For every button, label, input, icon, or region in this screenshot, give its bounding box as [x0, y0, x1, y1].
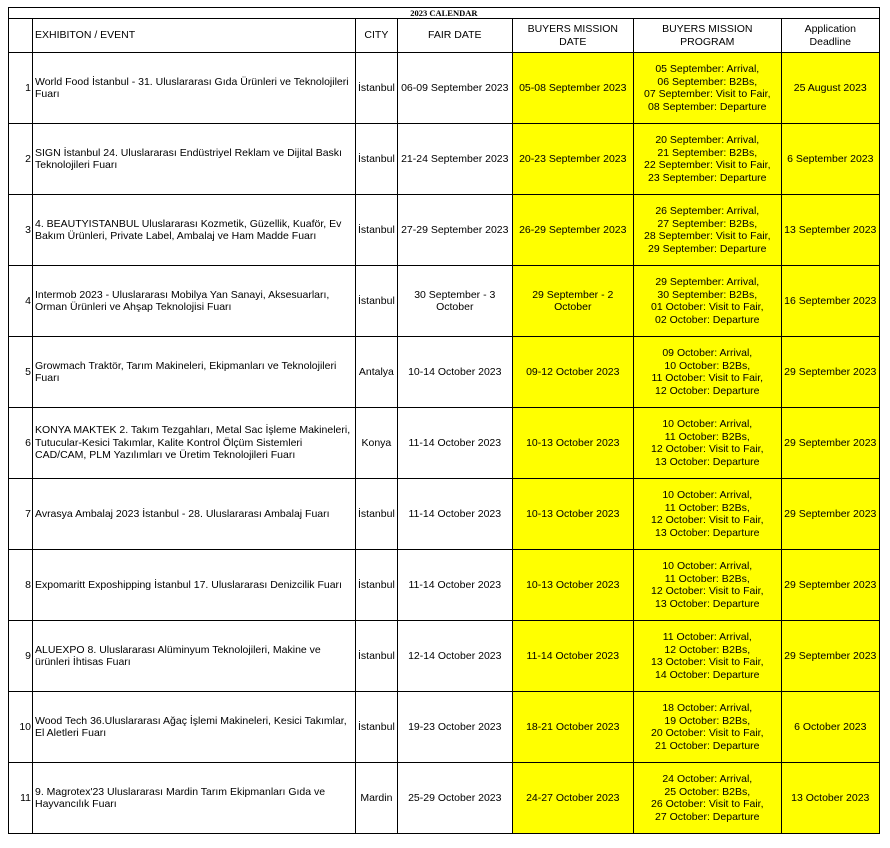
mission-date: 10-13 October 2023: [512, 550, 633, 621]
header-row: [9, 19, 880, 53]
program-line: 10 October: B2Bs,: [664, 359, 751, 372]
mission-program: [633, 763, 781, 834]
program-line: 12 October: Departure: [655, 384, 760, 397]
table-row: [9, 550, 880, 621]
event-name: Growmach Traktör, Tarım Makineleri, Ekipmanları ve Teknolojileri Fuarı: [33, 337, 356, 408]
program-line: 10 October: Arrival,: [662, 418, 753, 430]
program-line: 27 September: B2Bs,: [657, 217, 758, 230]
program-line: 13 October: Departure: [655, 597, 760, 610]
application-deadline: 29 September 2023: [781, 337, 879, 408]
program-line: 12 October: Visit to Fair,: [651, 443, 764, 455]
program-line: 11 October: B2Bs,: [664, 572, 750, 585]
event-name: KONYA MAKTEK 2. Takım Tezgahları, Metal Sac İşleme Makineleri, Tutucular-Kesici Takımlar, Kalite Kontrol Ölçüm Sistemleri CAD/CAM, PLM Yazılımları ve Üretim Teknolojileri Fuarı: [33, 408, 356, 479]
header-number: [9, 19, 33, 53]
row-number: 5: [9, 337, 33, 408]
table-row: [9, 763, 880, 834]
fair-date: 12-14 October 2023: [397, 621, 512, 692]
city: İstanbul: [356, 124, 398, 195]
row-number: 6: [9, 408, 33, 479]
row-number: 2: [9, 124, 33, 195]
program-line: 13 October: Departure: [655, 526, 760, 539]
program-line: 11 October: Visit to Fair,: [651, 372, 764, 384]
program-line: 28 September: Visit to Fair,: [644, 230, 771, 242]
program-line: 12 October: B2Bs,: [664, 643, 751, 656]
header-deadline: Application Deadline: [781, 19, 879, 53]
mission-program: [633, 408, 781, 479]
fair-date: 27-29 September 2023: [397, 195, 512, 266]
application-deadline: 25 August 2023: [781, 53, 879, 124]
city: İstanbul: [356, 479, 398, 550]
mission-program: [633, 550, 781, 621]
fair-date: 30 September - 3 October: [397, 266, 512, 337]
mission-program: [633, 266, 781, 337]
fair-date: 19-23 October 2023: [397, 692, 512, 763]
program-line: 21 September: B2Bs,: [657, 146, 758, 159]
city: Antalya: [356, 337, 398, 408]
program-line: 12 October: Visit to Fair,: [651, 585, 764, 597]
row-number: 11: [9, 763, 33, 834]
mission-program: [633, 692, 781, 763]
fair-date: 21-24 September 2023: [397, 124, 512, 195]
program-line: 13 October: Departure: [655, 455, 760, 468]
program-line: 23 September: Departure: [648, 171, 767, 184]
program-line: 10 October: Arrival,: [662, 489, 753, 501]
city: İstanbul: [356, 53, 398, 124]
header-event: EXHIBITON / EVENT: [33, 19, 356, 53]
application-deadline: 6 September 2023: [781, 124, 879, 195]
program-line: 25 October: B2Bs,: [664, 785, 751, 798]
application-deadline: 29 September 2023: [781, 550, 879, 621]
event-name: 4. BEAUTYISTANBUL Uluslararası Kozmetik, Güzellik, Kuaför, Ev Bakım Ürünleri, Private Label, Ambalaj ve Ham Madde Fuarı: [33, 195, 356, 266]
city: İstanbul: [356, 550, 398, 621]
fair-date: 06-09 September 2023: [397, 53, 512, 124]
row-number: 10: [9, 692, 33, 763]
row-number: 1: [9, 53, 33, 124]
mission-program: [633, 124, 781, 195]
program-line: 10 October: Arrival,: [662, 560, 753, 572]
mission-date: 20-23 September 2023: [512, 124, 633, 195]
event-name: Avrasya Ambalaj 2023 İstanbul - 28. Uluslararası Ambalaj Fuarı: [33, 479, 356, 550]
mission-program: [633, 195, 781, 266]
mission-program: [633, 53, 781, 124]
fair-date: 11-14 October 2023: [397, 408, 512, 479]
mission-date: 29 September - 2 October: [512, 266, 633, 337]
application-deadline: 6 October 2023: [781, 692, 879, 763]
program-line: 26 September: Arrival,: [655, 205, 760, 217]
application-deadline: 29 September 2023: [781, 408, 879, 479]
fair-date: 10-14 October 2023: [397, 337, 512, 408]
program-line: 11 October: Arrival,: [662, 631, 752, 643]
header-mission-program: BUYERS MISSION PROGRAM: [633, 19, 781, 53]
table-row: [9, 266, 880, 337]
program-line: 21 October: Departure: [655, 739, 760, 752]
application-deadline: 16 September 2023: [781, 266, 879, 337]
program-line: 24 October: Arrival,: [662, 773, 753, 785]
program-line: 29 September: Departure: [648, 242, 767, 255]
event-name: SIGN İstanbul 24. Uluslararası Endüstriyel Reklam ve Dijital Baskı Teknolojileri Fuarı: [33, 124, 356, 195]
table-row: [9, 53, 880, 124]
event-name: 9. Magrotex'23 Uluslararası Mardin Tarım Ekipmanları Gıda ve Hayvancılık Fuarı: [33, 763, 356, 834]
city: İstanbul: [356, 195, 398, 266]
mission-date: 18-21 October 2023: [512, 692, 633, 763]
program-line: 29 September: Arrival,: [655, 276, 760, 288]
calendar-sheet: [8, 7, 880, 834]
mission-date: 26-29 September 2023: [512, 195, 633, 266]
mission-date: 10-13 October 2023: [512, 479, 633, 550]
row-number: 4: [9, 266, 33, 337]
calendar-table: [8, 7, 880, 834]
table-row: [9, 621, 880, 692]
fair-date: 11-14 October 2023: [397, 479, 512, 550]
program-line: 20 October: Visit to Fair,: [651, 727, 764, 739]
fair-date: 25-29 October 2023: [397, 763, 512, 834]
program-line: 06 September: B2Bs,: [657, 75, 758, 88]
fair-date: 11-14 October 2023: [397, 550, 512, 621]
city: İstanbul: [356, 621, 398, 692]
program-line: 14 October: Departure: [655, 668, 760, 681]
row-number: 3: [9, 195, 33, 266]
event-name: World Food İstanbul - 31. Uluslararası Gıda Ürünleri ve Teknolojileri Fuarı: [33, 53, 356, 124]
program-line: 12 October: Visit to Fair,: [651, 514, 764, 526]
program-line: 19 October: B2Bs,: [664, 714, 751, 727]
event-name: Intermob 2023 - Uluslararası Mobilya Yan Sanayi, Aksesuarları, Orman Ürünleri ve Ahşap Teknolojisi Fuarı: [33, 266, 356, 337]
application-deadline: 13 September 2023: [781, 195, 879, 266]
program-line: 11 October: B2Bs,: [664, 430, 750, 443]
table-row: [9, 124, 880, 195]
row-number: 8: [9, 550, 33, 621]
program-line: 26 October: Visit to Fair,: [651, 798, 764, 810]
program-line: 01 October: Visit to Fair,: [651, 301, 764, 313]
city: İstanbul: [356, 692, 398, 763]
city: İstanbul: [356, 266, 398, 337]
header-fair-date: FAIR DATE: [397, 19, 512, 53]
event-name: ALUEXPO 8. Uluslararası Alüminyum Teknolojileri, Makine ve ürünleri İhtisas Fuarı: [33, 621, 356, 692]
mission-program: [633, 479, 781, 550]
program-line: 20 September: Arrival,: [655, 134, 760, 146]
table-row: [9, 408, 880, 479]
program-line: 02 October: Departure: [655, 313, 760, 326]
mission-program: [633, 337, 781, 408]
program-line: 07 September: Visit to Fair,: [644, 88, 771, 100]
row-number: 9: [9, 621, 33, 692]
program-line: 11 October: B2Bs,: [664, 501, 750, 514]
application-deadline: 13 October 2023: [781, 763, 879, 834]
mission-date: 24-27 October 2023: [512, 763, 633, 834]
event-name: Wood Tech 36.Uluslararası Ağaç İşlemi Makineleri, Kesici Takımlar, El Aletleri Fuarı: [33, 692, 356, 763]
header-city: CITY: [356, 19, 398, 53]
mission-date: 09-12 October 2023: [512, 337, 633, 408]
mission-date: 11-14 October 2023: [512, 621, 633, 692]
program-line: 22 September: Visit to Fair,: [644, 159, 771, 171]
application-deadline: 29 September 2023: [781, 479, 879, 550]
program-line: 27 October: Departure: [655, 810, 760, 823]
mission-date: 10-13 October 2023: [512, 408, 633, 479]
row-number: 7: [9, 479, 33, 550]
calendar-title: 2023 CALENDAR: [9, 8, 880, 19]
program-line: 08 September: Departure: [648, 100, 767, 113]
table-row: [9, 195, 880, 266]
event-name: Expomaritt Exposhipping İstanbul 17. Uluslararası Denizcilik Fuarı: [33, 550, 356, 621]
program-line: 05 September: Arrival,: [655, 63, 760, 75]
table-row: [9, 692, 880, 763]
mission-program: [633, 621, 781, 692]
title-row: [9, 8, 880, 19]
application-deadline: 29 September 2023: [781, 621, 879, 692]
mission-date: 05-08 September 2023: [512, 53, 633, 124]
program-line: 09 October: Arrival,: [662, 347, 753, 359]
table-row: [9, 479, 880, 550]
program-line: 30 September: B2Bs,: [657, 288, 758, 301]
table-row: [9, 337, 880, 408]
program-line: 13 October: Visit to Fair,: [651, 656, 764, 668]
city: Konya: [356, 408, 398, 479]
program-line: 18 October: Arrival,: [662, 702, 753, 714]
header-mission-date: BUYERS MISSION DATE: [512, 19, 633, 53]
city: Mardin: [356, 763, 398, 834]
